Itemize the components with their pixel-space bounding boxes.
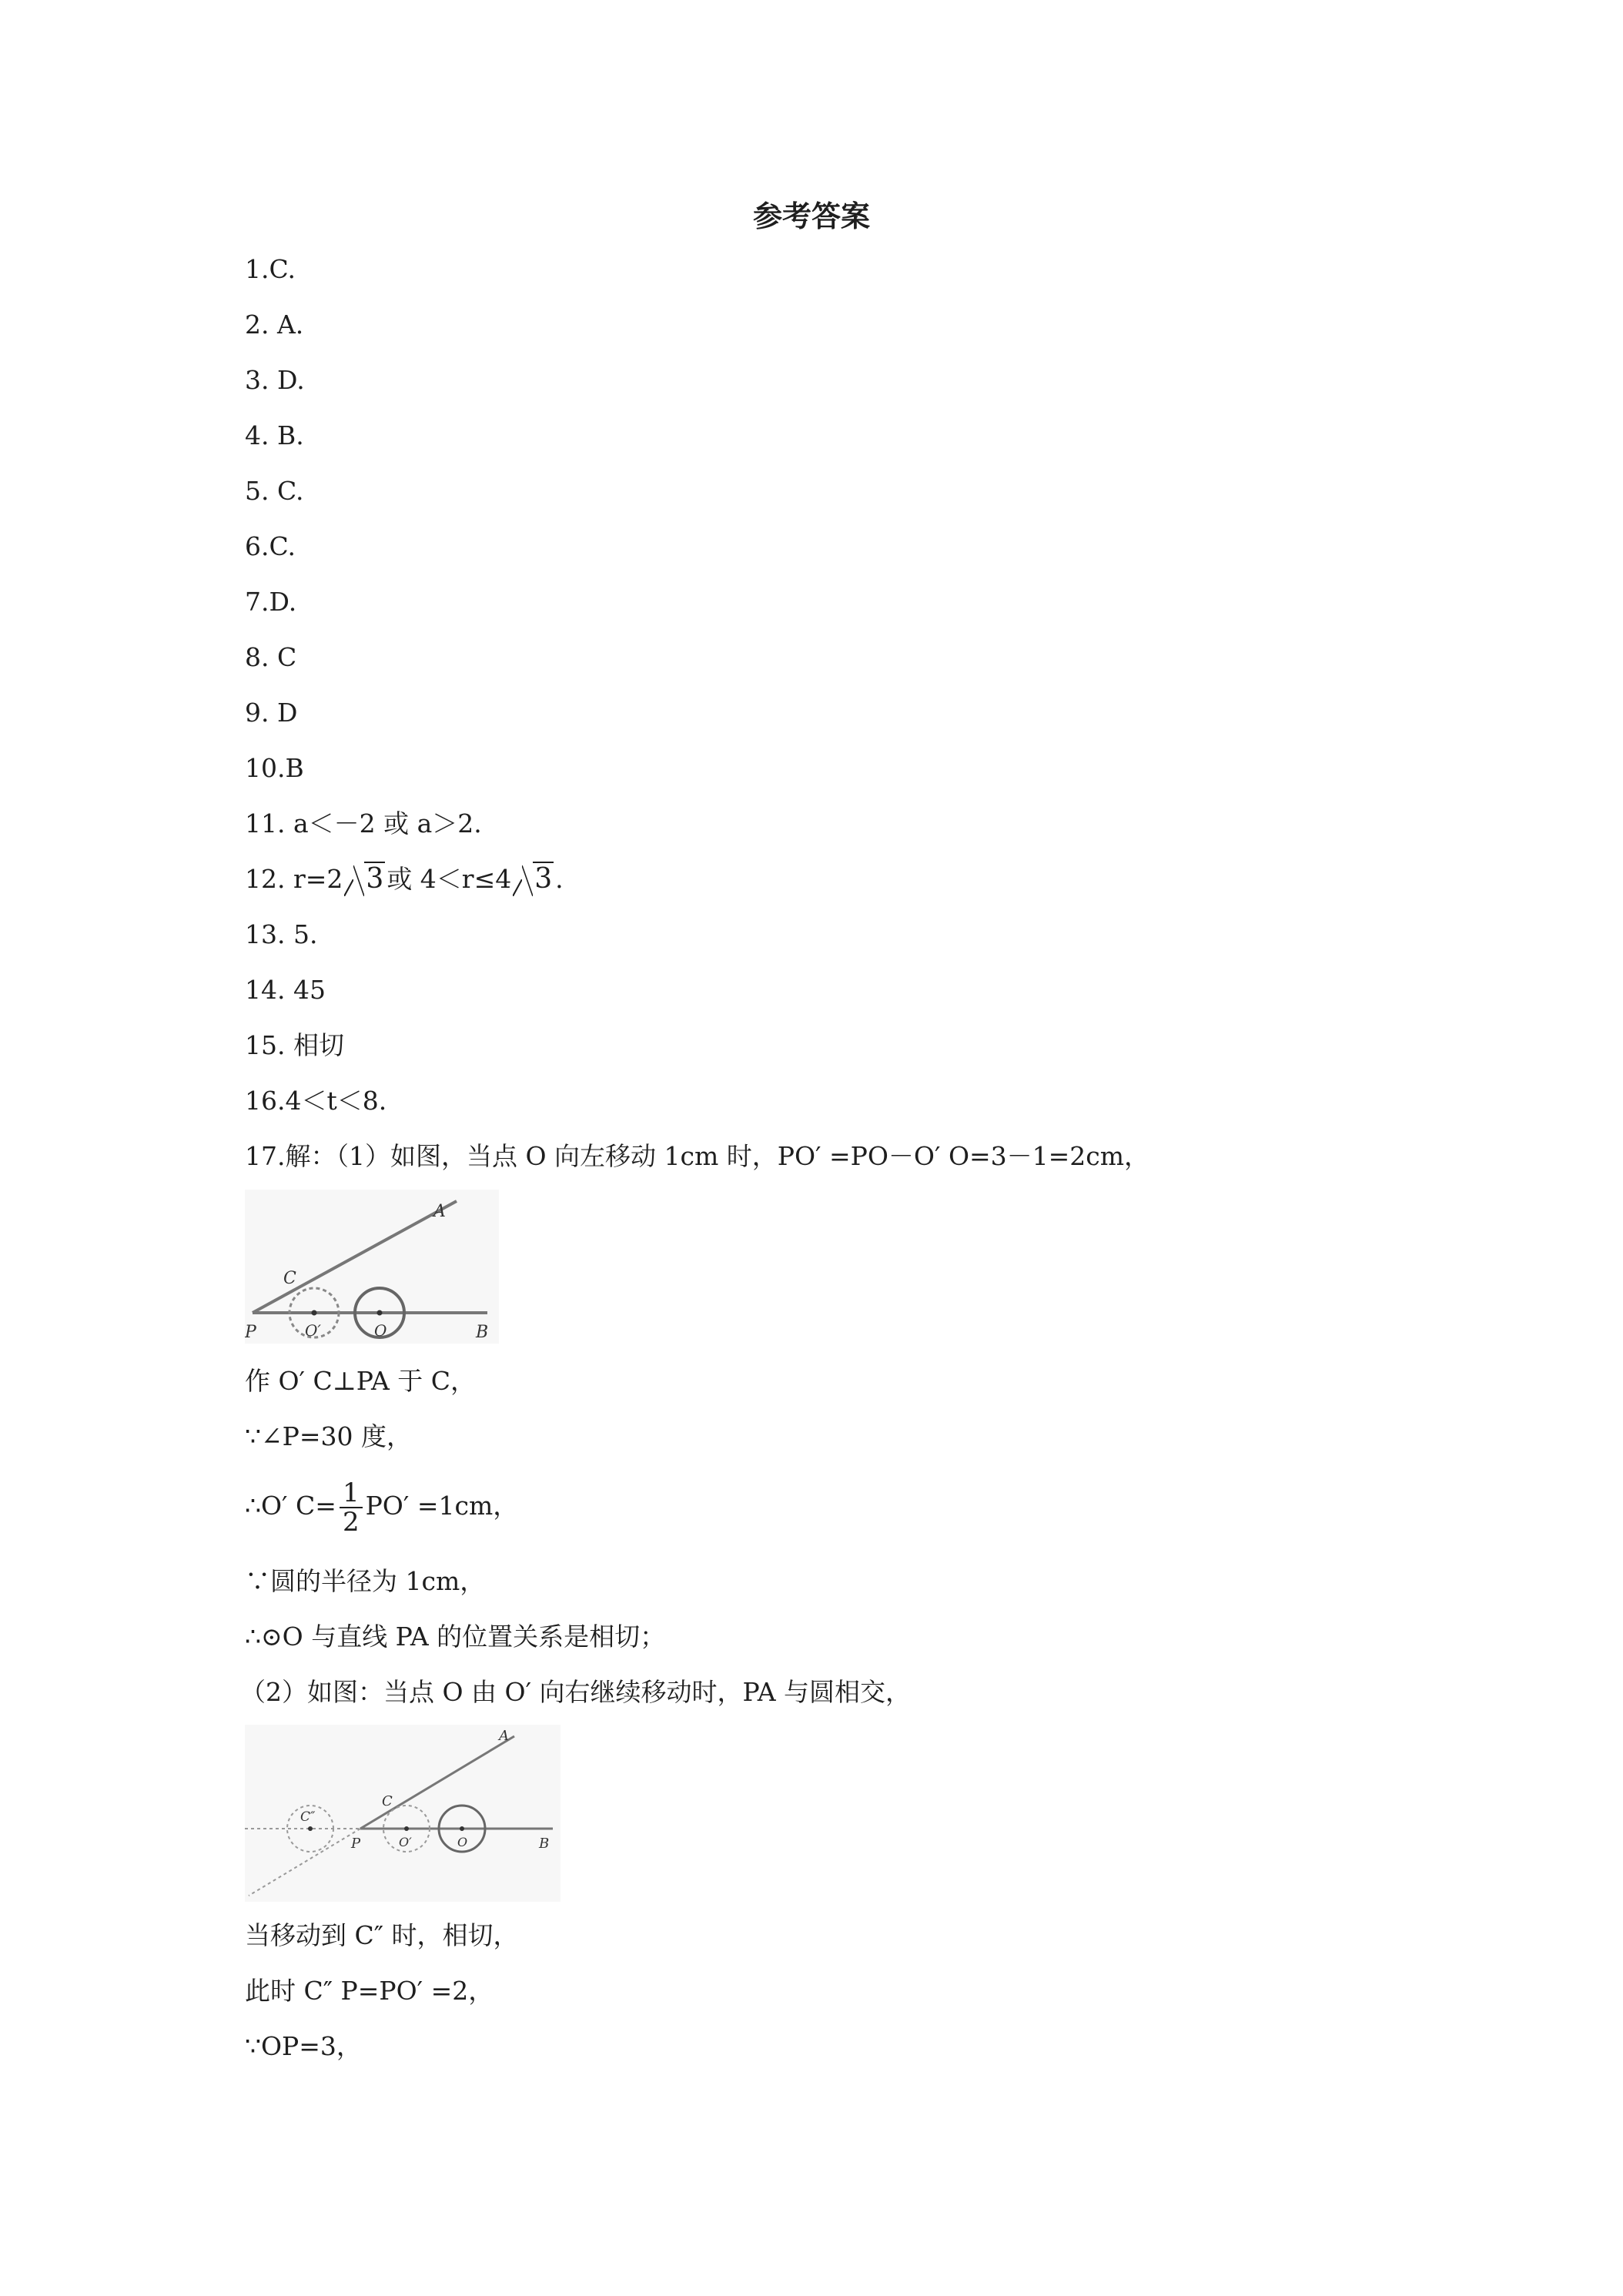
answer-line: 15. 相切: [245, 1030, 344, 1060]
label-c: C: [382, 1793, 393, 1809]
sqrt-radical: 3: [344, 862, 385, 896]
point-o: [460, 1826, 464, 1831]
solution-line: ∵∠P=30 度，: [245, 1421, 412, 1451]
label-c-double-prime: C″: [300, 1809, 316, 1825]
label-a: A: [433, 1202, 446, 1221]
point-o-prime: [404, 1826, 409, 1831]
answer-line: 4. B.: [245, 420, 304, 450]
solution-line-fraction: [245, 1475, 518, 1537]
label-o: O: [374, 1321, 387, 1340]
label-o: O: [457, 1835, 468, 1849]
page-title: 参考答案: [752, 199, 870, 233]
solution-line: ∵圆的半径为 1cm，: [245, 1566, 486, 1596]
label-b: B: [476, 1323, 489, 1342]
answer-line: 7.D.: [245, 587, 297, 617]
fraction-half: $\frac{1}{2}$: [340, 1479, 363, 1536]
point-c-double-prime: [308, 1826, 313, 1831]
fraction-line-prefix: ∴O′ C=: [245, 1491, 336, 1521]
geometry-figure-2: [245, 1725, 561, 1902]
point-o: [377, 1310, 383, 1316]
solution-line: ∵OP=3，: [245, 2031, 362, 2061]
sqrt-radical: 3: [513, 862, 554, 896]
solution-line: （2）如图：当点 O 由 O′ 向右继续移动时，PA 与圆相交，: [240, 1677, 912, 1707]
answer-line: 6.C.: [245, 531, 296, 561]
answer-line-12: [245, 862, 564, 896]
answer-line: 2. A.: [245, 310, 304, 340]
label-o-prime: O′: [399, 1835, 412, 1849]
answer-line: 1.C.: [245, 254, 296, 284]
answer-line: 3. D.: [245, 365, 305, 395]
solution-line: 此时 C″ P=PO′ =2，: [245, 1976, 494, 2006]
label-p: P: [351, 1836, 361, 1852]
answer-12-prefix: 12. r=2: [245, 864, 343, 894]
answer-line: 8. C: [245, 642, 297, 672]
solution-line: 作 O′ C⊥PA 于 C，: [245, 1366, 477, 1396]
label-c: C: [283, 1269, 296, 1288]
answer-line: 5. C.: [245, 476, 304, 506]
point-o-prime: [312, 1310, 317, 1316]
label-p: P: [245, 1323, 256, 1342]
label-o-prime: O′: [305, 1321, 321, 1340]
answer-line: 16.4＜t＜8.: [245, 1086, 387, 1116]
answer-12-suffix: .: [555, 864, 564, 894]
answer-12-mid: 或 4＜r≤4: [387, 864, 512, 894]
solution-intro: 17.解：（1）如图，当点 O 向左移动 1cm 时，PO′ =PO－O′ O=3－1=2cm，: [245, 1141, 1150, 1171]
answer-line: 9. D: [245, 698, 298, 728]
solution-line: ∴⊙O 与直线 PA 的位置关系是相切；: [245, 1622, 666, 1652]
answer-line: 11. a＜－2 或 a＞2.: [245, 808, 482, 838]
answer-line: 10.B: [245, 753, 304, 783]
solution-line: 当移动到 C″ 时，相切，: [245, 1920, 519, 1950]
fraction-line-suffix: PO′ =1cm，: [365, 1491, 519, 1521]
label-b: B: [539, 1836, 550, 1852]
label-a: A: [499, 1728, 509, 1744]
answer-line: 14. 45: [245, 975, 326, 1005]
geometry-figure-1: [245, 1190, 499, 1344]
answer-line: 13. 5.: [245, 919, 318, 949]
